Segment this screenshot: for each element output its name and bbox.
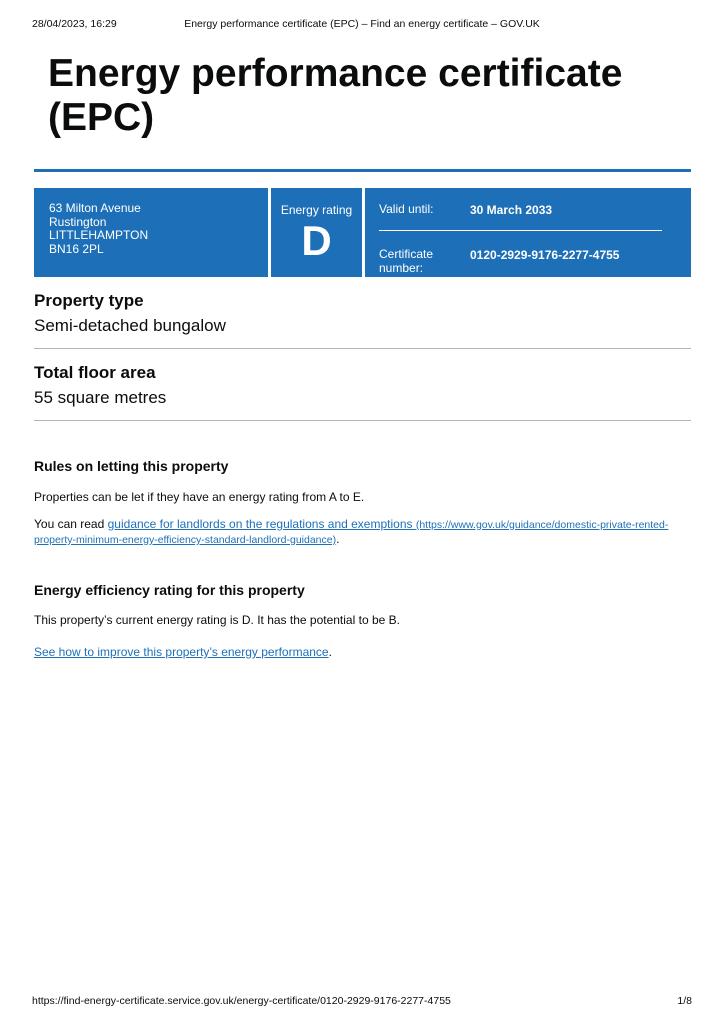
valid-until-value: 30 March 2033 bbox=[470, 203, 553, 217]
certificate-number-label-line: number: bbox=[379, 260, 424, 275]
floor-area-value: 55 square metres bbox=[34, 388, 167, 407]
section-divider bbox=[34, 420, 691, 421]
energy-rating-block bbox=[271, 188, 362, 277]
landlord-guidance-link[interactable] bbox=[34, 517, 668, 546]
improve-performance-line bbox=[34, 645, 684, 659]
print-footer-url: https://find-energy-certificate.service.gov.uk/energy-certificate/0120-2929-9176-2277-4755 bbox=[32, 995, 451, 1007]
guidance-suffix: . bbox=[336, 532, 340, 546]
certificate-number-label-line: Certificate bbox=[379, 247, 434, 261]
print-footer bbox=[0, 994, 724, 1008]
landlord-guidance-link-url: (https://www.gov.uk/guidance/domestic-private-rented-property-minimum-energy-efficiency-standard-landlord-guidance) bbox=[34, 519, 669, 546]
title-divider bbox=[34, 169, 691, 172]
print-header-title: Energy performance certificate (EPC) – Find an energy certificate – GOV.UK bbox=[184, 18, 540, 30]
efficiency-heading: Energy efficiency rating for this property bbox=[34, 582, 305, 598]
floor-area-heading: Total floor area bbox=[34, 363, 156, 382]
certificate-number-value: 0120-2929-9176-2277-4755 bbox=[470, 248, 620, 262]
address-line: BN16 2PL bbox=[49, 241, 104, 256]
property-address bbox=[49, 202, 148, 256]
property-type-value: Semi-detached bungalow bbox=[34, 316, 226, 335]
print-header-datetime: 28/04/2023, 16:29 bbox=[32, 18, 117, 30]
landlord-guidance-link-text: guidance for landlords on the regulations and exemptions bbox=[107, 517, 413, 531]
efficiency-paragraph: This property’s current energy rating is D. It has the potential to be B. bbox=[34, 613, 400, 627]
epc-summary-panel bbox=[34, 188, 691, 277]
property-type-heading: Property type bbox=[34, 291, 144, 310]
page-title: Energy performance certificate (EPC) bbox=[48, 52, 623, 139]
meta-divider bbox=[379, 230, 662, 231]
section-divider bbox=[34, 348, 691, 349]
rules-guidance-paragraph bbox=[34, 517, 684, 547]
rules-paragraph: Properties can be let if they have an energy rating from A to E. bbox=[34, 490, 365, 504]
energy-rating-label: Energy rating bbox=[280, 203, 353, 217]
address-line: Rustington bbox=[49, 214, 107, 229]
improve-performance-link[interactable]: See how to improve this property’s energy performance bbox=[34, 645, 329, 659]
rules-heading: Rules on letting this property bbox=[34, 458, 229, 474]
print-header bbox=[0, 17, 724, 31]
page-number: 1/8 bbox=[677, 995, 692, 1007]
panel-divider bbox=[362, 188, 365, 277]
certificate-number-label bbox=[379, 248, 433, 275]
address-line: LITTLEHAMPTON bbox=[49, 228, 149, 242]
energy-rating-letter: D bbox=[301, 217, 332, 264]
guidance-prefix: You can read bbox=[34, 517, 108, 531]
valid-until-label: Valid until: bbox=[379, 202, 434, 216]
improve-link-suffix: . bbox=[328, 645, 332, 659]
address-line: 63 Milton Avenue bbox=[49, 201, 141, 215]
